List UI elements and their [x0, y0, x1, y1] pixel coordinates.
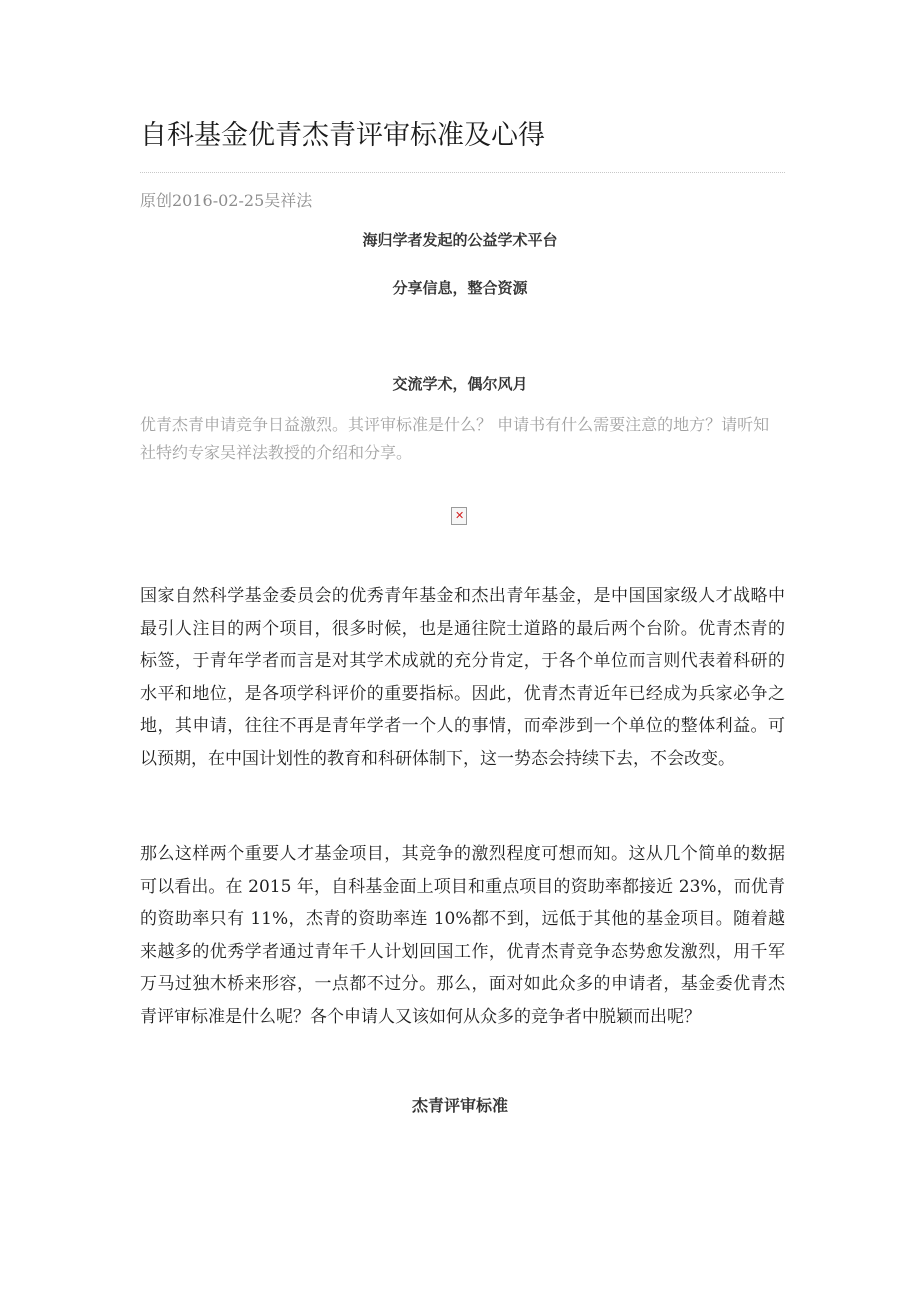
body-paragraph-2: 那么这样两个重要人才基金项目，其竞争的激烈程度可想而知。这从几个简单的数据可以看出。在 2015 年，自科基金面上项目和重点项目的资助率都接近 23%，而优青的资助率只有 11%，杰青的资助率连 10%都不到，远低于其他的基金项目。随着越来越多的优秀学者通过青年千人计划回国工作，优青杰青竞争态势愈发激烈，用千军万马过独木桥来形容，一点都不过分。那么，面对如此众多的申请者，基金委优青杰青评审标准是什么呢？各个申请人又该如何从众多的竞争者中脱颖而出呢？	[140, 844, 785, 1027]
tagline-platform: 海归学者发起的公益学术平台	[362, 231, 558, 249]
section-heading: 杰青评审标准	[411, 1096, 508, 1115]
body-paragraph-1: 国家自然科学基金委员会的优秀青年基金和杰出青年基金，是中国国家级人才战略中最引人注目的两个项目，很多时候，也是通往院士道路的最后两个台阶。优青杰青的标签，于青年学者而言是对其学术成就的充分肯定，于各个单位而言则代表着科研的水平和地位，是各项学科评价的重要指标。因此，优青杰青近年已经成为兵家必争之地，其申请，往往不再是青年学者一个人的事情，而牵涉到一个单位的整体利益。可以预期，在中国计划性的教育和科研体制下，这一势态会持续下去，不会改变。	[140, 586, 785, 769]
article-intro: 优青杰青申请竞争日益激烈。其评审标准是什么？ 申请书有什么需要注意的地方？请听知社特约专家吴祥法教授的介绍和分享。	[140, 415, 770, 462]
tagline-exchange: 交流学术，偶尔风月	[392, 375, 528, 393]
article-meta: 原创2016-02-25吴祥法	[140, 191, 313, 210]
broken-image-icon: ✕	[451, 507, 467, 525]
article-title: 自科基金优青杰青评审标准及心得	[140, 120, 545, 151]
tagline-share: 分享信息，整合资源	[392, 279, 528, 297]
title-divider	[140, 172, 785, 173]
